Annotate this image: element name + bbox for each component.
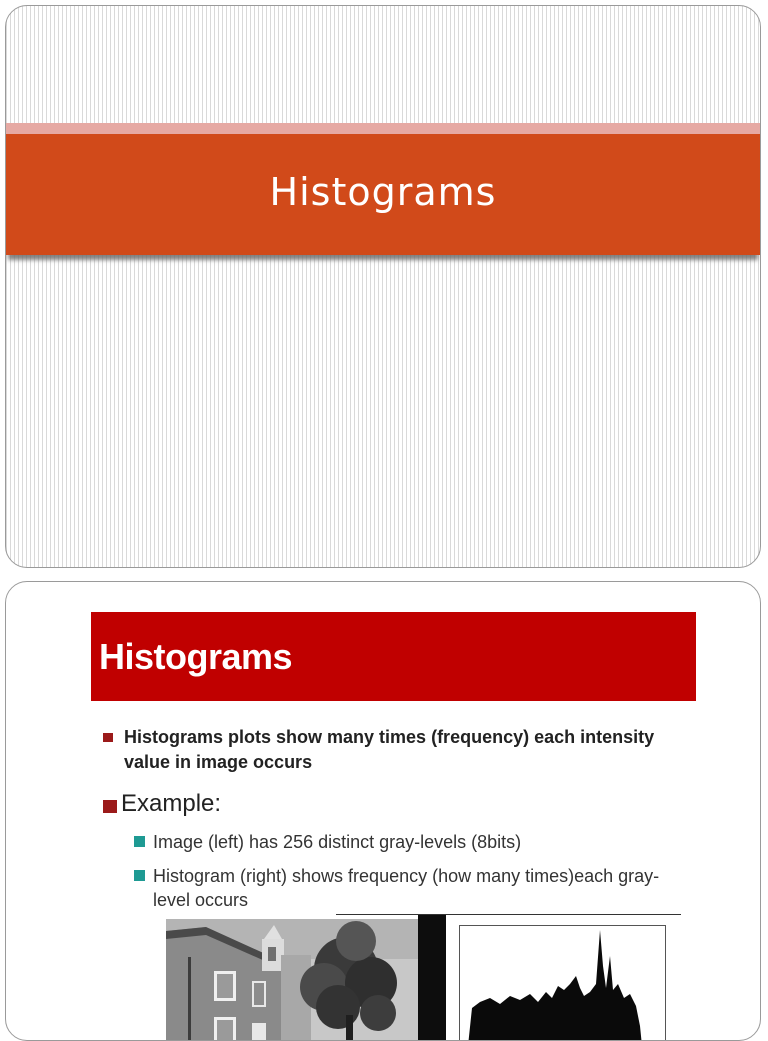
slide-title: Histograms <box>269 170 497 214</box>
sub-bullet-text: Image (left) has 256 distinct gray-levels (8bits) <box>153 832 522 852</box>
title-slide <box>5 5 761 568</box>
content-slide <box>5 581 761 1041</box>
bullet-text: Histograms plots show many times (frequency) each intensity value in image occurs <box>124 727 655 772</box>
sub-bullet-item <box>134 864 694 912</box>
accent-strip <box>6 123 760 134</box>
sub-bullet-item <box>134 830 521 854</box>
divider-line <box>336 914 681 915</box>
square-bullet-icon <box>134 870 145 881</box>
bullet-text: Example: <box>121 790 222 817</box>
bullet-item <box>103 790 221 818</box>
bullet-item <box>103 725 663 775</box>
slide-header-title: Histograms <box>99 636 293 677</box>
square-bullet-icon <box>103 800 117 813</box>
sub-bullet-text: Histogram (right) shows frequency (how many times)each gray-level occurs <box>153 866 660 910</box>
grayscale-building-photo <box>166 919 418 1041</box>
slide-header <box>91 612 696 701</box>
square-bullet-icon <box>134 836 145 847</box>
image-separator <box>418 915 446 1041</box>
square-bullet-icon <box>103 733 113 742</box>
